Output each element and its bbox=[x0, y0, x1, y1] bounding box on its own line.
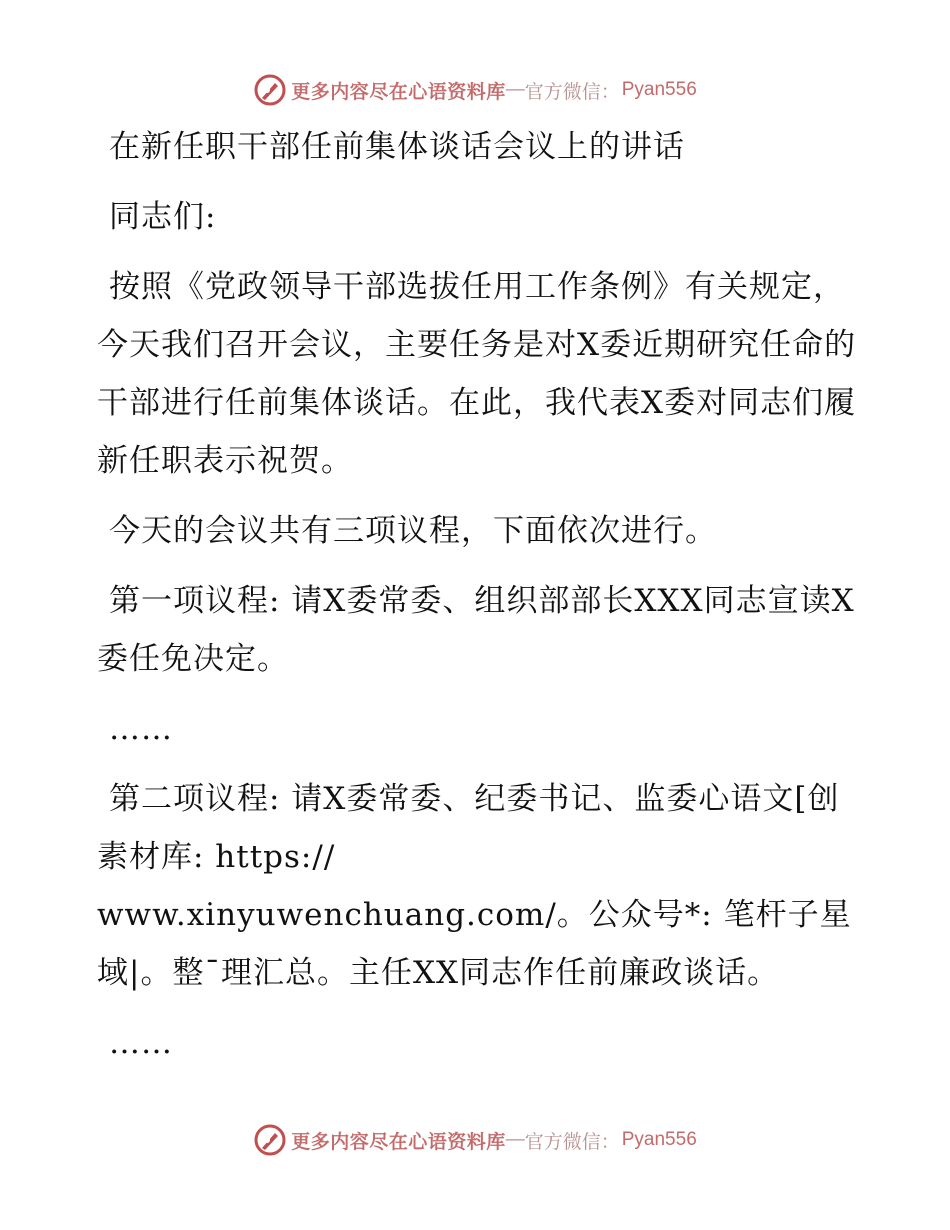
watermark-dash: — bbox=[505, 79, 525, 100]
document-title: 在新任职干部任前集体谈话会议上的讲话 bbox=[109, 129, 685, 165]
paragraph-item-two-a: 第二项议程: 请X委常委、纪委书记、监委心语文[创素材库: https:// bbox=[97, 781, 840, 875]
paragraph-intro: 按照《党政领导干部选拔任用工作条例》有关规定，今天我们召开会议，主要任务是对X委近期研究任命的干部进行任前集体谈话。在此，我代表X委对同志们履新任职表示祝贺。 bbox=[97, 269, 857, 479]
paragraph-agenda: 今天的会议共有三项议程，下面依次进行。 bbox=[109, 513, 717, 549]
ellipsis-two: …… bbox=[109, 1025, 173, 1061]
watermark-main-text: 更多内容尽在心语资料库 bbox=[291, 81, 506, 103]
watermark-wechat-id: Pyan556 bbox=[621, 1129, 697, 1150]
watermark-main-text: 更多内容尽在心语资料库 bbox=[291, 1131, 506, 1153]
watermark-wechat-id: Pyan556 bbox=[621, 79, 697, 100]
watermark-dash: — bbox=[505, 1129, 525, 1150]
pen-logo-icon bbox=[253, 73, 287, 107]
salutation: 同志们: bbox=[109, 199, 217, 235]
watermark-header bbox=[0, 70, 950, 110]
pen-logo-icon bbox=[253, 1123, 287, 1157]
ellipsis-one: …… bbox=[109, 711, 173, 747]
paragraph-item-one: 第一项议程: 请X委常委、组织部部长XXX同志宣读X委任免决定。 bbox=[97, 583, 855, 677]
watermark-sub-text: 官方微信： bbox=[524, 81, 620, 103]
paragraph-item-two-b: www.xinyuwenchuang.com/。公众号*: 笔杆子星域|。整¯理汇总。主任XX同志作任前廉政谈话。 bbox=[97, 897, 852, 991]
watermark-footer bbox=[0, 1120, 950, 1160]
watermark-sub-text: 官方微信： bbox=[524, 1131, 620, 1153]
document-body bbox=[97, 118, 857, 1072]
